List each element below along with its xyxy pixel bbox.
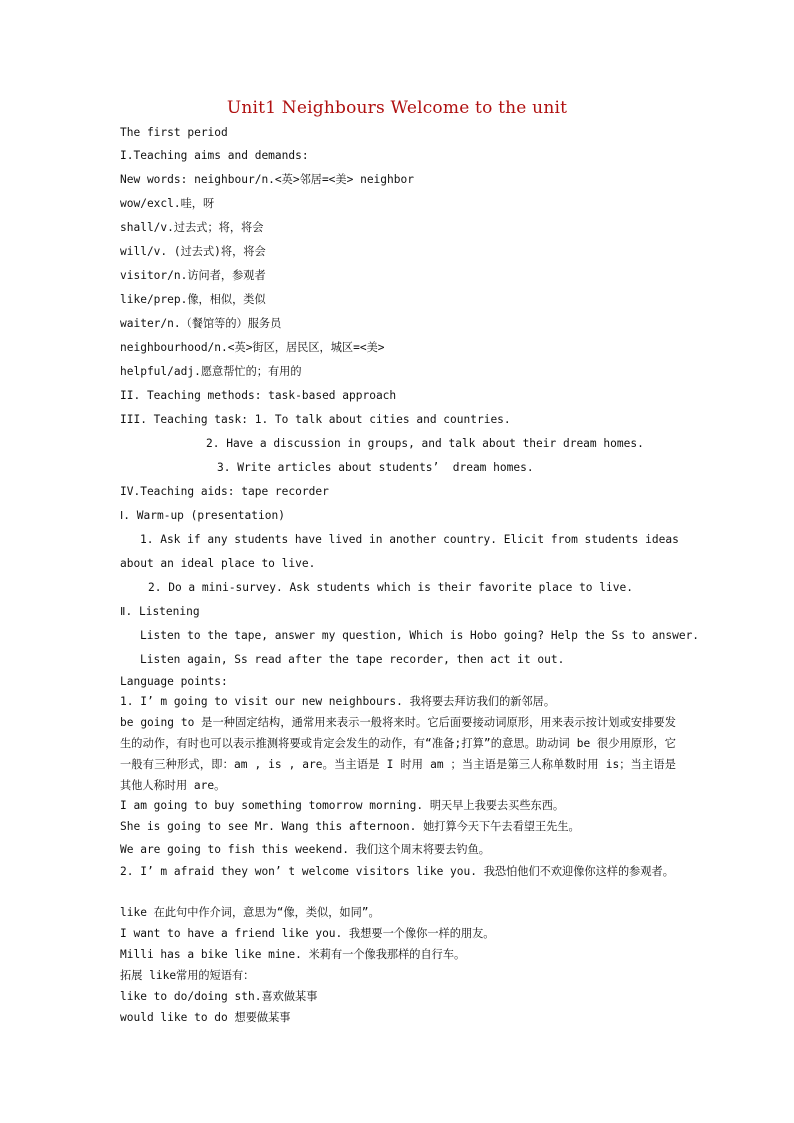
listening-item: Listen to the tape, answer my question, Which is Hobo going? Help the Ss to answer. — [140, 629, 700, 642]
section-aims-heading: I.Teaching aims and demands: — [120, 149, 309, 162]
explanation-line: like 在此句中作介词，意思为“像，类似，如同”。 — [120, 906, 380, 919]
warmup-heading: Ⅰ. Warm-up (presentation) — [120, 509, 285, 522]
new-words-line: New words: neighbour/n.<英>邻居=<美> neighbor — [120, 173, 414, 186]
task-item: 3. Write articles about students’ dream homes. — [217, 461, 534, 474]
task-item: 2. Have a discussion in groups, and talk about their dream homes. — [206, 437, 644, 450]
example-sentence: We are going to fish this weekend. 我们这个周末将要去钓鱼。 — [120, 843, 490, 856]
vocab-item: will/v. (过去式)将，将会 — [120, 245, 266, 258]
vocab-item: like/prep.像，相似，类似 — [120, 293, 266, 306]
example-sentence: She is going to see Mr. Wang this afternoon. 她打算今天下午去看望王先生。 — [120, 820, 580, 833]
language-point: 1. I’ m going to visit our new neighbours. 我将要去拜访我们的新邻居。 — [120, 695, 556, 708]
vocab-item: waiter/n.（餐馆等的）服务员 — [120, 317, 282, 330]
language-point-explanation: be going to 是一种固定结构，通常用来表示一般将来时。它后面要接动词原形，用来表示按计划或安排要发生的动作，有时也可以表示推测将要或肯定会发生的动作，有“准备;打算”的意思。助动词 be 很少用原形，它一般有三种形式，即：am , is , are。当主语是 I 时用 am ；当主语是第三人称单数时用 is；当主语是其他人称时用 are。 — [120, 716, 676, 792]
vocab-item: wow/excl.哇，呀 — [120, 197, 215, 210]
example-sentence: I am going to buy something tomorrow morning. 明天早上我要去买些东西。 — [120, 799, 565, 812]
listening-heading: Ⅱ. Listening — [120, 605, 200, 618]
example-sentence: I want to have a friend like you. 我想要一个像你一样的朋友。 — [120, 927, 495, 940]
language-point: 2. I’ m afraid they won’ t welcome visitors like you. 我恐怕他们不欢迎像你这样的参观者。 — [120, 865, 674, 878]
vocab-item: visitor/n.访问者，参观者 — [120, 269, 266, 282]
listening-item: Listen again, Ss read after the tape recorder, then act it out. — [140, 653, 565, 666]
period-heading: The first period — [120, 126, 228, 139]
phrase-item: would like to do 想要做某事 — [120, 1011, 291, 1024]
section-task: III. Teaching task: 1. To talk about cities and countries. — [120, 413, 511, 426]
vocab-item: helpful/adj.愿意帮忙的；有用的 — [120, 365, 302, 378]
document-title: Unit1 Neighbours Welcome to the unit — [226, 98, 568, 118]
section-aids: IV.Teaching aids: tape recorder — [120, 485, 329, 498]
section-methods: II. Teaching methods: task-based approach — [120, 389, 397, 402]
extension-heading: 拓展 like常用的短语有： — [120, 969, 255, 982]
language-points-heading: Language points: — [120, 675, 228, 688]
vocab-item: neighbourhood/n.<英>街区，居民区，城区=<美> — [120, 341, 385, 354]
phrase-item: like to do/doing sth.喜欢做某事 — [120, 990, 318, 1003]
warmup-item: 1. Ask if any students have lived in another country. Elicit from students ideas — [140, 533, 679, 546]
warmup-item: 2. Do a mini-survey. Ask students which is their favorite place to live. — [148, 581, 633, 594]
vocab-item: shall/v.过去式；将，将会 — [120, 221, 264, 234]
example-sentence: Milli has a bike like mine. 米莉有一个像我那样的自行车。 — [120, 948, 466, 961]
warmup-item-cont: about an ideal place to live. — [120, 557, 316, 570]
